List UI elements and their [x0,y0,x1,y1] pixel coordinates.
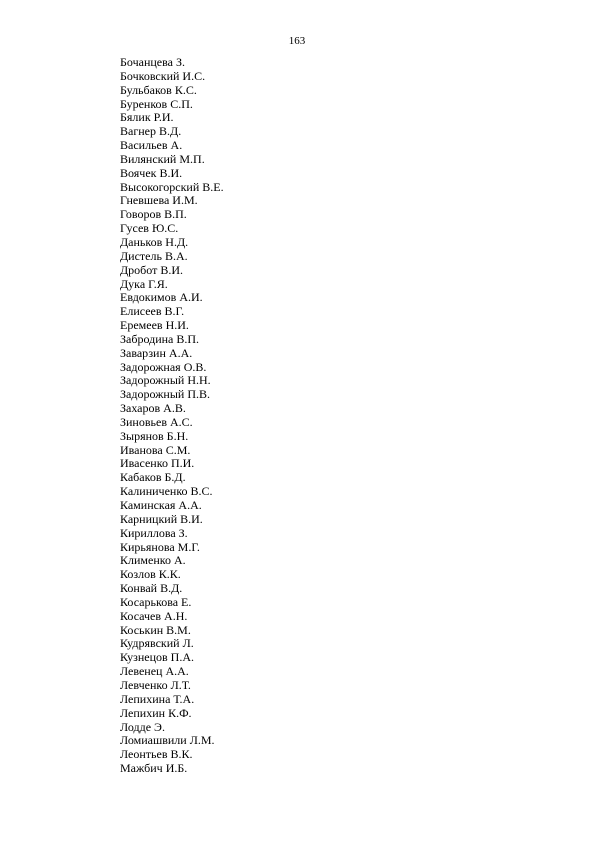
name-list-item: Лодде Э. [120,719,165,734]
name-list-item: Бочковский И.С. [120,68,206,83]
name-list-item: Вагнер В.Д. [120,124,182,139]
name-list-item: Буренков С.П. [120,96,193,111]
name-list-item: Евдокимов А.И. [120,290,203,305]
name-list-item: Левченко Л.Т. [120,677,191,692]
name-list-item: Высокогорский В.Е. [120,179,224,194]
name-list-item: Косачев А.Н. [120,608,188,623]
name-list-item: Зиновьев А.С. [120,414,193,429]
name-list-item: Дука Г.Я. [120,276,168,291]
name-list-item: Зырянов Б.Н. [120,428,189,443]
name-list-item: Бялик Р.И. [120,110,174,125]
name-list-item: Кириллова З. [120,525,188,540]
name-list-item: Воячек В.И. [120,165,183,180]
name-list-item: Гусев Ю.С. [120,221,179,236]
name-list-item: Кузнецов П.А. [120,650,195,665]
name-list-item: Левенец А.А. [120,664,189,679]
name-list-item: Дробот В.И. [120,262,184,277]
name-list-item: Заварзин А.А. [120,345,193,360]
name-list-item: Клименко А. [120,553,186,568]
name-list-item: Леонтьев В.К. [120,747,193,762]
name-list-item: Даньков Н.Д. [120,234,189,249]
name-list-item: Кирьянова М.Г. [120,539,200,554]
name-list-item: Говоров В.П. [120,207,187,222]
name-list-item: Задорожная О.В. [120,359,207,374]
name-list-item: Мажбич И.Б. [120,761,188,776]
page-number: 163 [288,35,306,47]
name-list-item: Еремеев Н.И. [120,318,189,333]
name-list-item: Карницкий В.И. [120,511,203,526]
name-list-item: Захаров А.В. [120,401,186,416]
name-list-item: Лепихин К.Ф. [120,705,192,720]
name-list-item: Задорожный П.В. [120,387,211,402]
name-list-item: Кабаков Б.Д. [120,470,186,485]
name-list-item: Бульбаков К.С. [120,82,197,97]
name-list-item: Бочанцева З. [120,55,185,69]
name-list-item: Ломиашвили Л.М. [120,733,215,748]
name-list-item: Козлов К.К. [120,567,181,582]
name-list-item: Лепихина Т.А. [120,691,195,706]
name-list-item: Задорожный Н.Н. [120,373,211,388]
name-list [120,56,224,776]
name-list-item: Коськин В.М. [120,622,191,637]
name-list-item: Вилянский М.П. [120,151,205,166]
name-list-item: Кудрявский Л. [120,636,194,651]
name-list-item: Иванова С.М. [120,442,191,457]
name-list-item: Косарькова Е. [120,594,192,609]
name-list-item: Калиниченко В.С. [120,484,213,499]
name-list-item: Дистель В.А. [120,248,188,263]
name-list-item: Елисеев В.Г. [120,304,185,319]
name-list-item: Каминская А.А. [120,498,202,512]
name-list-item: Конвай В.Д. [120,581,183,596]
name-list-item: Забродина В.П. [120,331,200,346]
name-list-item: Васильев А. [120,138,183,153]
name-list-item: Гневшева И.М. [120,193,198,208]
name-list-item: Ивасенко П.И. [120,456,195,471]
